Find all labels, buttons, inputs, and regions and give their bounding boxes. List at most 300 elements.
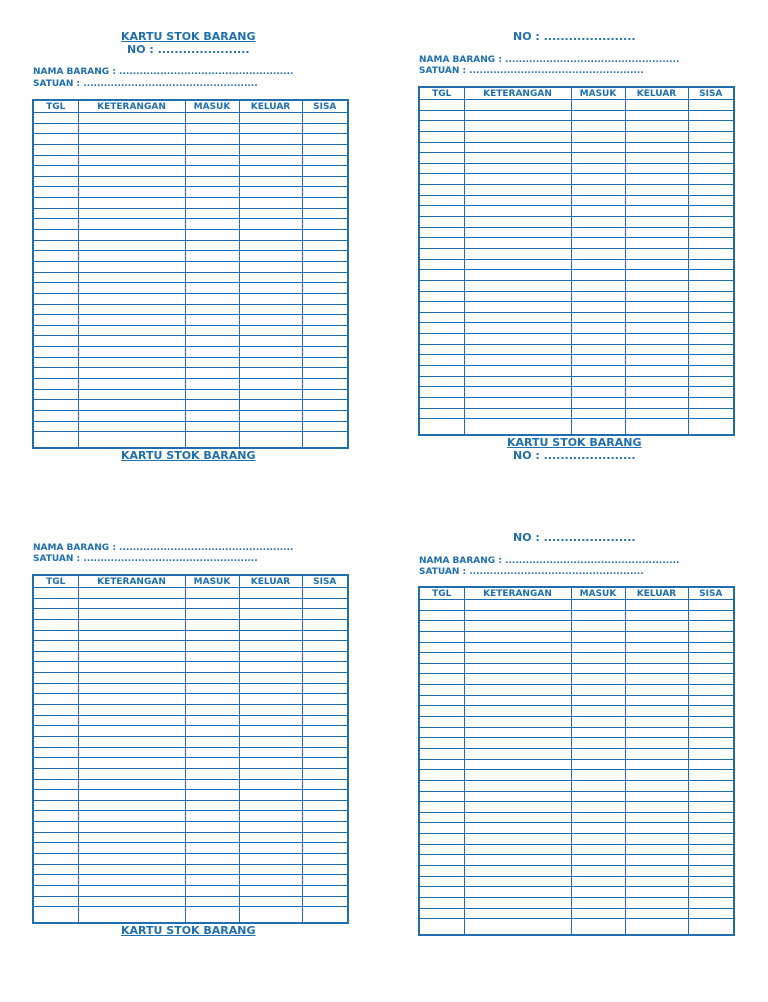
cell-tgl <box>419 163 464 174</box>
cell-masuk <box>571 727 625 738</box>
cell-keterangan <box>78 379 185 390</box>
cell-sisa <box>688 302 734 313</box>
cell-masuk <box>185 230 239 241</box>
cell-sisa <box>688 397 734 408</box>
cell-tgl <box>419 759 464 770</box>
cell-sisa <box>302 875 348 886</box>
cell-keterangan <box>78 176 185 187</box>
cell-sisa <box>688 248 734 259</box>
cell-sisa <box>688 610 734 621</box>
table-row <box>33 400 348 411</box>
cell-tgl <box>33 588 78 599</box>
cell-sisa <box>302 907 348 923</box>
cell-keterangan <box>78 208 185 219</box>
cell-keterangan <box>464 748 571 759</box>
cell-tgl <box>33 790 78 801</box>
cell-tgl <box>419 674 464 685</box>
cell-tgl <box>419 323 464 334</box>
cell-tgl <box>33 208 78 219</box>
cell-sisa <box>302 176 348 187</box>
col-masuk: MASUK <box>185 575 239 588</box>
cell-masuk <box>185 410 239 421</box>
cell-tgl <box>419 100 464 111</box>
table-row <box>419 812 734 823</box>
cell-tgl <box>33 261 78 272</box>
cell-sisa <box>688 344 734 355</box>
cell-masuk <box>185 854 239 865</box>
cell-tgl <box>419 206 464 217</box>
cell-sisa <box>302 155 348 166</box>
cell-keluar <box>625 217 688 228</box>
cell-keluar <box>239 123 302 134</box>
cell-tgl <box>419 280 464 291</box>
card-2-satuan: SATUAN : ................................................... <box>419 66 644 76</box>
cell-keluar <box>239 240 302 251</box>
cell-keterangan <box>464 206 571 217</box>
table-row <box>33 811 348 822</box>
cell-tgl <box>33 368 78 379</box>
cell-tgl <box>33 325 78 336</box>
cell-keterangan <box>464 631 571 642</box>
cell-tgl <box>33 705 78 716</box>
cell-keterangan <box>464 312 571 323</box>
cell-sisa <box>688 695 734 706</box>
cell-sisa <box>688 280 734 291</box>
col-keterangan: KETERANGAN <box>78 575 185 588</box>
cell-keluar <box>625 397 688 408</box>
table-row <box>419 770 734 781</box>
table-row <box>419 376 734 387</box>
cell-tgl <box>419 717 464 728</box>
cell-sisa <box>688 834 734 845</box>
table-row <box>33 166 348 177</box>
cell-masuk <box>185 261 239 272</box>
col-keterangan: KETERANGAN <box>78 100 185 113</box>
cell-keterangan <box>464 780 571 791</box>
cell-tgl <box>33 198 78 209</box>
cell-keterangan <box>78 854 185 865</box>
cell-keterangan <box>464 366 571 377</box>
cell-keterangan <box>78 187 185 198</box>
cell-keterangan <box>78 811 185 822</box>
cell-masuk <box>571 419 625 435</box>
cell-tgl <box>419 812 464 823</box>
cell-keterangan <box>464 791 571 802</box>
cell-keluar <box>625 759 688 770</box>
col-sisa: SISA <box>688 587 734 600</box>
cell-sisa <box>688 217 734 228</box>
cell-tgl <box>33 694 78 705</box>
card-1-no: NO : ...................... <box>127 43 250 56</box>
cell-sisa <box>688 770 734 781</box>
cell-sisa <box>688 844 734 855</box>
cell-keterangan <box>464 217 571 228</box>
col-sisa: SISA <box>688 87 734 100</box>
cell-tgl <box>33 166 78 177</box>
cell-tgl <box>33 176 78 187</box>
cell-masuk <box>185 832 239 843</box>
cell-keterangan <box>78 272 185 283</box>
cell-masuk <box>185 240 239 251</box>
cell-masuk <box>185 609 239 620</box>
cell-keluar <box>239 790 302 801</box>
cell-tgl <box>33 315 78 326</box>
cell-masuk <box>571 110 625 121</box>
cell-keluar <box>625 206 688 217</box>
table-row <box>33 588 348 599</box>
cell-keluar <box>625 259 688 270</box>
cell-keluar <box>239 155 302 166</box>
cell-keterangan <box>464 248 571 259</box>
table-row <box>419 717 734 728</box>
cell-tgl <box>419 344 464 355</box>
cell-masuk <box>185 822 239 833</box>
cell-sisa <box>688 759 734 770</box>
cell-tgl <box>419 663 464 674</box>
cell-keluar <box>239 219 302 230</box>
cell-sisa <box>688 727 734 738</box>
cell-tgl <box>419 238 464 249</box>
table-row <box>419 600 734 611</box>
cell-sisa <box>688 121 734 132</box>
table-row <box>419 355 734 366</box>
cell-keterangan <box>464 642 571 653</box>
cell-sisa <box>302 715 348 726</box>
table-row <box>419 131 734 142</box>
cell-tgl <box>419 855 464 866</box>
cell-sisa <box>688 674 734 685</box>
cell-tgl <box>33 854 78 865</box>
cell-masuk <box>185 336 239 347</box>
cell-keterangan <box>464 685 571 696</box>
cell-keluar <box>625 280 688 291</box>
cell-sisa <box>302 843 348 854</box>
table-row <box>33 662 348 673</box>
cell-keluar <box>625 238 688 249</box>
cell-tgl <box>33 662 78 673</box>
cell-keluar <box>625 312 688 323</box>
cell-keluar <box>239 811 302 822</box>
cell-masuk <box>185 293 239 304</box>
cell-keluar <box>239 368 302 379</box>
table-row <box>419 791 734 802</box>
cell-sisa <box>302 800 348 811</box>
cell-keluar <box>239 432 302 448</box>
table-row <box>419 227 734 238</box>
cell-masuk <box>571 387 625 398</box>
cell-sisa <box>688 376 734 387</box>
cell-keterangan <box>464 185 571 196</box>
cell-tgl <box>419 259 464 270</box>
cell-keterangan <box>464 897 571 908</box>
cell-masuk <box>185 588 239 599</box>
cell-keluar <box>625 291 688 302</box>
cell-masuk <box>185 726 239 737</box>
card-2-footer-title: KARTU STOK BARANG <box>507 436 642 449</box>
cell-keterangan <box>78 609 185 620</box>
cell-sisa <box>302 325 348 336</box>
cell-masuk <box>185 315 239 326</box>
cell-sisa <box>302 662 348 673</box>
card-3-satuan: SATUAN : ................................................... <box>33 554 258 564</box>
cell-masuk <box>185 662 239 673</box>
cell-masuk <box>185 651 239 662</box>
cell-keluar <box>625 270 688 281</box>
cell-masuk <box>185 705 239 716</box>
cell-keluar <box>625 780 688 791</box>
cell-tgl <box>419 770 464 781</box>
cell-keluar <box>239 272 302 283</box>
cell-keluar <box>625 610 688 621</box>
table-row <box>419 248 734 259</box>
card-1-stock-table <box>32 99 349 449</box>
table-row <box>419 366 734 377</box>
cell-tgl <box>419 897 464 908</box>
cell-sisa <box>688 812 734 823</box>
cell-masuk <box>185 790 239 801</box>
cell-masuk <box>185 747 239 758</box>
table-row <box>33 198 348 209</box>
cell-masuk <box>185 283 239 294</box>
cell-tgl <box>419 248 464 259</box>
cell-sisa <box>302 315 348 326</box>
cell-sisa <box>302 683 348 694</box>
cell-keluar <box>239 325 302 336</box>
cell-tgl <box>33 379 78 390</box>
cell-tgl <box>33 715 78 726</box>
card-3-footer-title: KARTU STOK BARANG <box>121 924 256 937</box>
card-4-no: NO : ...................... <box>513 531 636 544</box>
cell-tgl <box>419 876 464 887</box>
cell-sisa <box>302 673 348 684</box>
cell-keterangan <box>464 674 571 685</box>
cell-keluar <box>239 283 302 294</box>
cell-sisa <box>302 379 348 390</box>
cell-sisa <box>302 219 348 230</box>
cell-keterangan <box>464 919 571 935</box>
cell-masuk <box>185 811 239 822</box>
table-row <box>33 240 348 251</box>
card-4-stock-table <box>418 586 735 936</box>
cell-keterangan <box>78 832 185 843</box>
cell-keterangan <box>78 432 185 448</box>
cell-keterangan <box>78 336 185 347</box>
cell-tgl <box>33 134 78 145</box>
table-row <box>33 630 348 641</box>
table-row <box>419 642 734 653</box>
cell-keterangan <box>78 123 185 134</box>
cell-masuk <box>185 347 239 358</box>
cell-masuk <box>571 259 625 270</box>
card-1-satuan: SATUAN : ................................................... <box>33 79 258 89</box>
cell-masuk <box>571 408 625 419</box>
cell-tgl <box>33 726 78 737</box>
cell-sisa <box>302 283 348 294</box>
cell-keluar <box>239 347 302 358</box>
cell-tgl <box>33 293 78 304</box>
cell-tgl <box>33 822 78 833</box>
cell-tgl <box>33 357 78 368</box>
col-keluar: KELUAR <box>625 87 688 100</box>
cell-masuk <box>571 323 625 334</box>
table-row <box>33 683 348 694</box>
cell-masuk <box>571 248 625 259</box>
cell-masuk <box>185 885 239 896</box>
cell-sisa <box>302 230 348 241</box>
cell-masuk <box>571 217 625 228</box>
cell-masuk <box>185 113 239 124</box>
cell-sisa <box>688 887 734 898</box>
cell-keluar <box>625 631 688 642</box>
cell-keluar <box>239 641 302 652</box>
cell-keterangan <box>464 802 571 813</box>
cell-masuk <box>185 800 239 811</box>
cell-keluar <box>625 642 688 653</box>
cell-keterangan <box>78 410 185 421</box>
cell-keluar <box>625 844 688 855</box>
cell-tgl <box>419 823 464 834</box>
cell-keterangan <box>78 421 185 432</box>
cell-masuk <box>185 400 239 411</box>
cell-masuk <box>571 153 625 164</box>
cell-keterangan <box>464 663 571 674</box>
table-row <box>419 142 734 153</box>
cell-keluar <box>625 366 688 377</box>
cell-keterangan <box>78 166 185 177</box>
table-row <box>419 387 734 398</box>
cell-keterangan <box>78 368 185 379</box>
cell-keluar <box>239 315 302 326</box>
table-row <box>33 368 348 379</box>
table-row <box>33 187 348 198</box>
cell-masuk <box>571 823 625 834</box>
cell-sisa <box>302 261 348 272</box>
cell-sisa <box>302 251 348 262</box>
cell-masuk <box>185 368 239 379</box>
table-row <box>419 174 734 185</box>
cell-masuk <box>185 123 239 134</box>
cell-tgl <box>419 621 464 632</box>
cell-masuk <box>571 334 625 345</box>
cell-sisa <box>688 259 734 270</box>
cell-keterangan <box>464 163 571 174</box>
cell-sisa <box>688 355 734 366</box>
cell-keterangan <box>78 875 185 886</box>
cell-sisa <box>688 631 734 642</box>
table-row <box>419 663 734 674</box>
cell-sisa <box>302 208 348 219</box>
cell-masuk <box>185 758 239 769</box>
table-row <box>419 685 734 696</box>
cell-tgl <box>33 155 78 166</box>
cell-sisa <box>688 174 734 185</box>
cell-keluar <box>239 357 302 368</box>
cell-masuk <box>571 195 625 206</box>
cell-tgl <box>419 291 464 302</box>
cell-masuk <box>185 683 239 694</box>
cell-tgl <box>419 131 464 142</box>
table-row <box>419 280 734 291</box>
cell-sisa <box>302 896 348 907</box>
cell-masuk <box>571 834 625 845</box>
cell-keterangan <box>464 717 571 728</box>
cell-sisa <box>688 791 734 802</box>
cell-tgl <box>419 174 464 185</box>
cell-sisa <box>688 908 734 919</box>
cell-sisa <box>302 357 348 368</box>
cell-tgl <box>33 843 78 854</box>
table-row <box>33 176 348 187</box>
cell-masuk <box>185 843 239 854</box>
table-row <box>33 293 348 304</box>
cell-masuk <box>571 631 625 642</box>
cell-masuk <box>571 695 625 706</box>
cell-sisa <box>302 854 348 865</box>
cell-keluar <box>625 110 688 121</box>
table-row <box>33 885 348 896</box>
table-row <box>33 747 348 758</box>
table-row <box>419 908 734 919</box>
cell-sisa <box>302 272 348 283</box>
cell-sisa <box>302 187 348 198</box>
cell-tgl <box>419 227 464 238</box>
table-row <box>33 432 348 448</box>
cell-keluar <box>239 630 302 641</box>
card-3-stock-table <box>32 574 349 924</box>
cell-keluar <box>625 727 688 738</box>
table-row <box>33 768 348 779</box>
cell-tgl <box>33 907 78 923</box>
cell-sisa <box>688 748 734 759</box>
cell-tgl <box>33 630 78 641</box>
cell-keluar <box>625 685 688 696</box>
cell-keluar <box>625 823 688 834</box>
cell-keterangan <box>78 619 185 630</box>
cell-keluar <box>625 717 688 728</box>
cell-keluar <box>625 387 688 398</box>
cell-keluar <box>239 400 302 411</box>
cell-masuk <box>571 142 625 153</box>
cell-tgl <box>33 113 78 124</box>
cell-keterangan <box>78 251 185 262</box>
cell-keterangan <box>78 261 185 272</box>
cell-keluar <box>625 121 688 132</box>
cell-masuk <box>185 694 239 705</box>
cell-keterangan <box>464 174 571 185</box>
cell-sisa <box>688 408 734 419</box>
cell-sisa <box>688 600 734 611</box>
cell-keluar <box>625 621 688 632</box>
cell-sisa <box>688 334 734 345</box>
cell-keluar <box>625 355 688 366</box>
cell-masuk <box>185 896 239 907</box>
cell-keluar <box>239 113 302 124</box>
table-row <box>33 272 348 283</box>
cell-keluar <box>239 304 302 315</box>
cell-sisa <box>688 312 734 323</box>
cell-keterangan <box>78 283 185 294</box>
cell-keterangan <box>464 270 571 281</box>
cell-keluar <box>239 673 302 684</box>
table-row <box>419 121 734 132</box>
table-row <box>33 758 348 769</box>
cell-keluar <box>625 142 688 153</box>
cell-masuk <box>185 187 239 198</box>
cell-tgl <box>33 811 78 822</box>
cell-keluar <box>625 908 688 919</box>
cell-tgl <box>33 875 78 886</box>
cell-sisa <box>688 919 734 935</box>
